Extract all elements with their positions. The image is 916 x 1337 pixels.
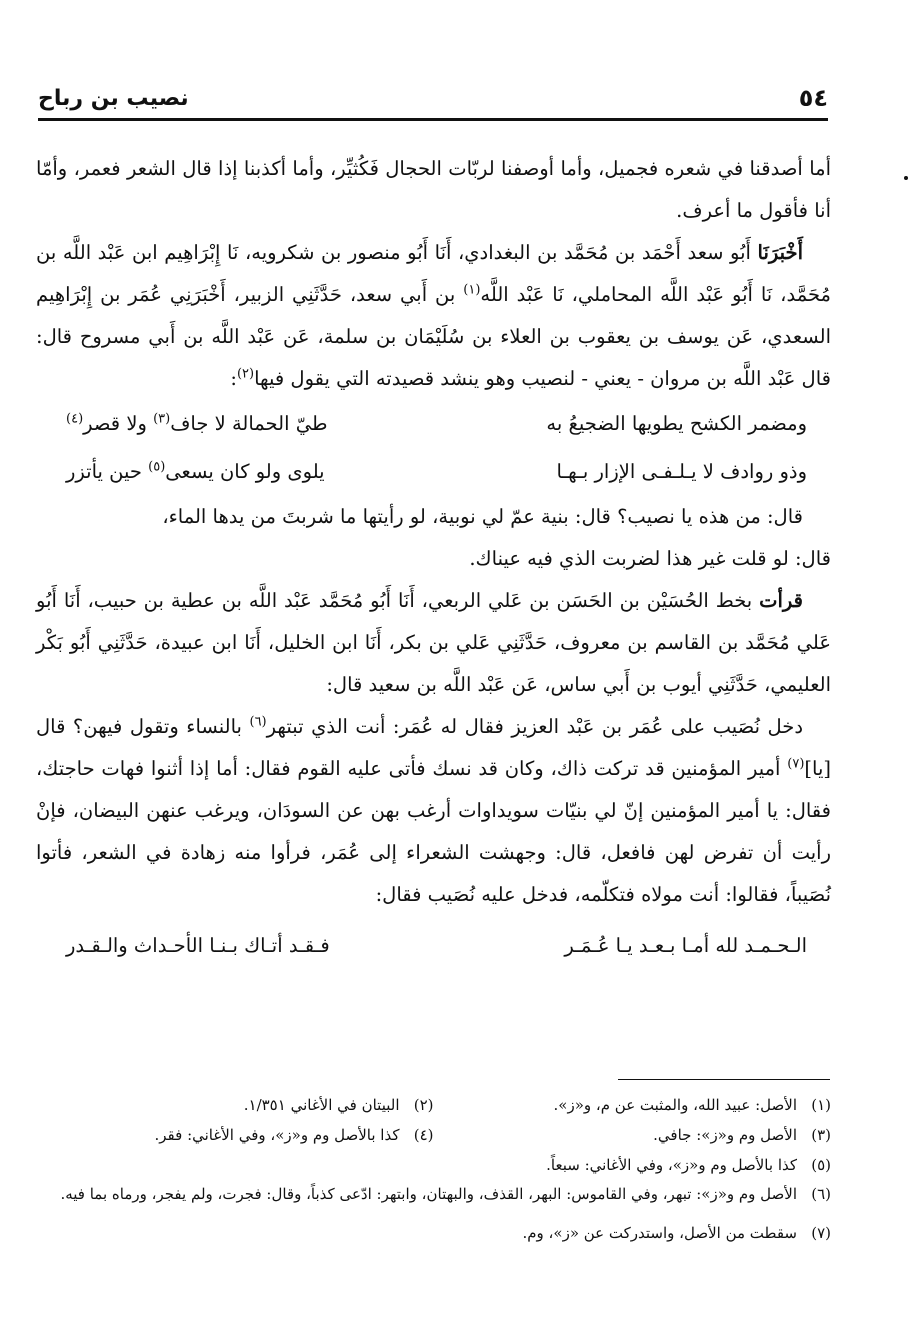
footnote-item [36, 1090, 434, 1120]
verse-2-second-text: يلوى ولو كان يسعى [165, 460, 325, 483]
paragraph-5 [36, 580, 831, 706]
footnote-ref-5[interactable]: (٥) [148, 459, 166, 475]
verse-1-first-hemistich: ومضمر الكشح يطويها الضجيعُ به [546, 412, 807, 435]
footnote-row [36, 1180, 831, 1208]
paragraph-2 [36, 232, 831, 400]
keyword-akhbarana: أَخْبَرَنَا [757, 241, 803, 264]
footnote-number: (٤) [413, 1126, 434, 1144]
page-header [38, 82, 828, 121]
footnote-text: الأصل وم و«ز»: تبهر، وفي القاموس: البهر، القذف، والبهتان، وابتهر: ادّعى كذباً، وقال: فجرت، ولم يفجر، ورماه بما فيه. [60, 1185, 797, 1203]
footnote-number: (٥) [811, 1156, 831, 1174]
footnote-number: (٣) [811, 1126, 831, 1144]
footnote-item [36, 1120, 434, 1150]
page-number: ٥٤ [798, 84, 828, 112]
footnote-text: كذا بالأصل وم و«ز»، وفي الأغاني: فقر. [154, 1126, 400, 1144]
footnote-number: (٧) [811, 1224, 831, 1242]
paragraph-6-text-a: دخل نُصَيب على عُمَر بن عَبْد العزيز فقال له عُمَر: أنت الذي تبتهر [266, 715, 803, 738]
footnote-row [36, 1090, 831, 1120]
verse-3 [36, 922, 831, 970]
verse-2-first-hemistich: وذو روادف لا يـلـفـى الإزار بـهـا [556, 460, 807, 483]
footnote-ref-1[interactable]: (١) [463, 282, 481, 298]
footnote-ref-2[interactable]: (٢) [236, 366, 255, 382]
paragraph-2-end: : [230, 367, 237, 390]
footnote-ref-4[interactable]: (٤) [66, 411, 84, 427]
footnote-gap [36, 1208, 831, 1218]
footnote-text: البيتان في الأغاني ١/٣٥١. [243, 1096, 400, 1114]
paragraph-2-text-b: بن أَبي سعد، حَدَّثَنِي الزبير، أَخْبَرَنِي عُمَر بن إِبْرَاهِيم السعدي، عَن يوسف بن يعقوب بن العلاء بن سُلَيْمَان بن سلمة، عَن عَبْد اللَّه بن أَبي مسروح قال: قال عَبْد اللَّه بن مروان - يعني - لنصيب وهو ينشد قصيدته التي يقول فيها [36, 283, 831, 390]
verse-2-second-hemistich [66, 451, 325, 493]
footnote-text: سقطت من الأصل، واستدركت عن «ز»، وم. [522, 1224, 797, 1242]
footnote-number: (١) [811, 1096, 831, 1114]
footnote-row [36, 1120, 831, 1150]
footnote-item [36, 1180, 831, 1208]
footnotes [36, 1090, 831, 1248]
verse-1 [36, 400, 831, 448]
margin-dot [904, 176, 908, 180]
paragraph-6-text-b: بالنساء وتقول فيهن؟ قال [يا] [36, 715, 831, 780]
verse-3-first-hemistich: الـحـمـد لله أمـا بـعـد يـا عُـمَـر [564, 934, 807, 957]
paragraph-2-text: أَبُو سعد أَحْمَد بن مُحَمَّد بن البغدادي، أَنَا أَبُو منصور بن شكرويه، نَا إِبْرَاهِيم ابن عَبْد اللَّه بن مُحَمَّد، نَا أَبُو عَبْد اللَّه المحاملي، نَا عَبْد اللَّه [36, 241, 831, 306]
footnote-ref-7[interactable]: (٧) [787, 756, 805, 772]
main-text [36, 148, 831, 970]
footnote-number: (٦) [811, 1185, 831, 1203]
footnote-item [434, 1090, 832, 1120]
footnote-item [36, 1150, 831, 1180]
paragraph-6 [36, 706, 831, 916]
verse-1-second-text-b: ولا قصر [83, 412, 154, 435]
footnote-number: (٢) [413, 1096, 434, 1114]
verse-1-second-hemistich [66, 403, 327, 445]
footnote-ref-3[interactable]: (٣) [153, 411, 171, 427]
footnote-text: الأصل: عبيد الله، والمثبت عن م، و«ز». [553, 1096, 797, 1114]
footnote-ref-6[interactable]: (٦) [249, 714, 267, 730]
verse-2 [36, 448, 831, 496]
footnote-item [434, 1120, 832, 1150]
keyword-qara-tu: قرأت [759, 589, 803, 612]
footnote-row [36, 1218, 831, 1248]
verse-1-second-text: طيّ الحمالة لا جاف [170, 412, 328, 435]
footnote-row [36, 1150, 831, 1180]
paragraph-5-text: بخط الحُسَيْن بن الحَسَن بن عَلي الربعي، أَنَا أَبُو مُحَمَّد عَبْد اللَّه بن عطية بن حبيب، أَنَا أَبُو عَلي مُحَمَّد بن القاسم بن معروف، حَدَّثَنِي عَلي بن بكر، أَنَا ابن الخليل، أَنَا ابن عبيدة، حَدَّثَنِي أَبُو بَكْر العليمي، حَدَّثَنِي أيوب بن أَبي ساس، عَن عَبْد اللَّه بن سعيد قال: [36, 589, 831, 696]
running-title: نصيب بن رباح [38, 86, 189, 111]
paragraph-3: قال: من هذه يا نصيب؟ قال: بنية عمّ لي نوبية، لو رأيتها ما شربتَ من يدها الماء، [162, 505, 803, 528]
footnote-text: الأصل وم و«ز»: جافي. [653, 1126, 797, 1144]
footnote-separator [618, 1079, 830, 1080]
footnote-item [36, 1218, 831, 1248]
verse-2-second-text-b: حين يأتزر [66, 460, 149, 483]
verse-3-second-hemistich: فـقـد أتـاك بـنـا الأحـداث والـقـدر [66, 934, 330, 957]
paragraph-6-text-c: أمير المؤمنين قد تركت ذاك، وكان قد نسك فأتى عليه القوم فقال: أما إذا أثنوا فهات حاجتك، فقال: يا أمير المؤمنين إنّ لي بنيّات سويداوات أرغب بهن عن السودَان، ويرغب عنهن البيضان، فإنْ رأيت أن تفرض لهن فافعل، قال: وجهشت الشعراء إلى عُمَر، فرأوا منه زهادة في الشعر، فأتوا نُصَيباً، فقالوا: أنت مولاه فتكلّمه، فدخل عليه نُصَيب فقال: [36, 757, 831, 906]
footnote-text: كذا بالأصل وم و«ز»، وفي الأغاني: سبعاً. [546, 1156, 797, 1174]
paragraph-4: قال: لو قلت غير هذا لضربت الذي فيه عيناك. [469, 547, 831, 570]
paragraph-1: أما أصدقنا في شعره فجميل، وأما أوصفنا لربّات الحجال فَكُثيِّر، وأما أكذبنا إذا قال الشعر فعمر، وأمّا أنا فأقول ما أعرف. [36, 157, 831, 222]
